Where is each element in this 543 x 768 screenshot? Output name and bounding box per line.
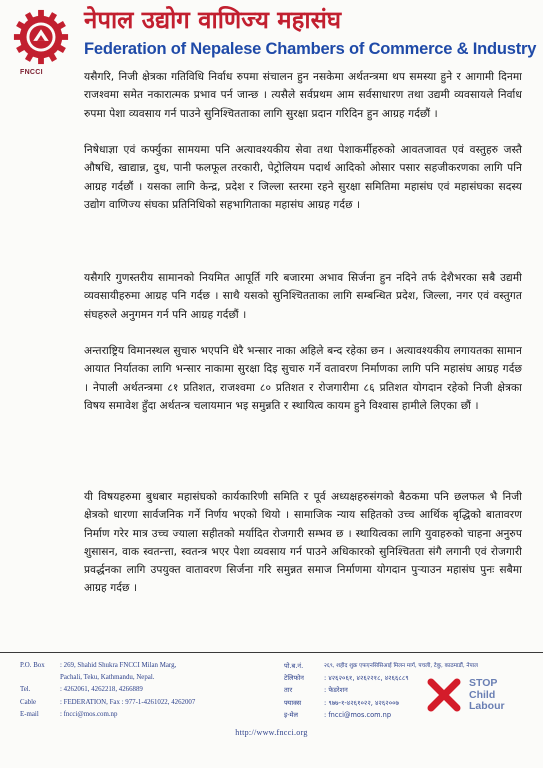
contact-label: Cable — [20, 698, 37, 706]
contact-value: Pachali, Teku, Kathmandu, Nepal. — [60, 674, 155, 682]
stop-line: Labour — [469, 700, 505, 712]
contact-label — [20, 672, 60, 684]
paragraph: यसैगरि गुणस्तरीय सामानको नियमित आपूर्ति गरि बजारमा अभाव सिर्जना हुन नदिने तर्फ देशैभरका सबै उद्यमी व्यवसायीहरुमा आग्रह पनि गर्दछ । साथै यसको सुनिश्चितताका लागि सम्बन्धित प्रदेश, जिल्ला, नगर एवं वस्तुगत संघहरुले अनुगमन गर्न पनि आग्रह गर्दछौं । — [84, 272, 522, 321]
contact-row — [20, 709, 270, 721]
paragraph: यी विषयहरुमा बुधबार महासंघको कार्यकारिणी समिति र पूर्व अध्यक्षहरुसंगको बैठकमा पनि छलफल भै निजी क्षेत्रको धारणा सार्वजनिक गर्ने निर्णय भएको थियो । सामाजिक न्याय सहितको उच्च आर्थिक बृद्धिको बातावरण निर्माण गरेर मात्र उच्च ज्याला सहीतको मर्यादित रोजगारी सम्भव छ । स्थायित्वका लागि युवाहरुको चाहना अनुरुप शुसासन, वाक स्वतन्त्ता, स्वतन्त्र भएर पेशा व्यवसाय गर्न पाउने अधिकारको सुनिश्चितता संगै लगानी एवं रोजगारी प्रवर्द्धनका लागि उपयुक्त वातावरण सिर्जना गरि समुन्नत समाज निर्माणमा योगदान पुऱ्याउन महासंघ पुनः सबैमा आग्रह गर्दछ । — [84, 491, 522, 595]
contact-value: : 4262061, 4262218, 4266889 — [60, 686, 143, 694]
contact-value: : फेडरेशन — [324, 686, 348, 695]
contact-row — [20, 684, 270, 696]
contact-value: : ४२६२०६१, ४२६२२१८, ४२६६८८९ — [324, 674, 409, 683]
contact-row — [20, 660, 270, 672]
contact-label: पो.ब.नं. — [284, 662, 304, 670]
contact-row — [284, 660, 478, 672]
contact-row — [20, 672, 270, 684]
red-x-icon — [427, 678, 461, 712]
paragraph: यसैगरि, निजी क्षेत्रका गतिविधि निर्वाध रुपमा संचालन हुन नसकेमा अर्थतन्त्रमा थप समस्या हुने र आगामी दिनमा राजश्वमा समेत नकारात्मक प्रभाव पर्न जान्छ । त्यसैले सर्वप्रथम आम सर्वसाधारण तथा उद्यमी व्यवसायले निर्वाध रुपमा पेशा व्यवसाय गर्न पाउने सुनिश्चितताका लागि सुरक्षा प्रदान गरिदिन हुन आग्रह गर्दछौं । — [84, 71, 522, 120]
contact-label: Tel. — [20, 686, 31, 694]
stop-line: STOP — [469, 677, 498, 689]
footer-divider — [0, 652, 543, 653]
paragraph: निषेधाज्ञा एवं कर्फ्युका सामयमा पनि अत्यावश्यकीय सेवा तथा पेशाकर्मीहरुको आवतजावत एवं वस्तुहरु जस्तै औषधि, खाद्यान्न, दुध, पानी फलफूल तरकारी, पेट्रोलियम पदार्थ आदिको ओसार पसार सहजीकरणका लागि पनि आग्रह गर्दछौं । यसका लागि केन्द्र, प्रदेश र जिल्ला स्तरमा रहने सुरक्षा समितिमा महासंघ एवं महासंघका सदस्य उद्योग वाणिज्य संघका प्रतिनिधिको सहभागिताका महासंघ आग्रह गर्दछ । — [84, 144, 522, 211]
logo-caption: FNCCI — [20, 69, 43, 76]
paragraph: अन्तराष्ट्रिय विमानस्थल सुचारु भएपनि धेरै भन्सार नाका अहिले बन्द रहेका छन । अत्यावश्यकीय लगायतका सामान आयात निर्यातका लागि भन्सार नाकामा सुरक्षा दिइ सुचारु गर्ने वतावरण निर्माणका लागि पनि महासंघ आग्रह गर्दछ । नेपाली अर्थतन्त्रमा ८१ प्रतिशत, राजश्वमा ८० प्रतिशत र रोजगारीमा ८६ प्रतिशत योगदान रहेको निजी क्षेत्रका विषय समावेश हुँदा अर्थतन्त्र चलायमान भइ समुन्नति र स्थायित्व कायम हुने विश्वास हामीले लिएका छौं । — [84, 345, 522, 412]
stop-line: Child — [469, 688, 496, 701]
contact-value: : FEDERATION, Fax : 977-1-4261022, 4262007 — [60, 698, 196, 706]
contact-row — [20, 697, 270, 709]
contact-label: टेलिफोन — [284, 674, 304, 683]
email-link[interactable]: : fncci@mos.com.np — [60, 710, 118, 718]
contact-label: P.O. Box — [20, 662, 45, 669]
organization-title-nepali: नेपाल उद्योग वाणिज्य महासंघ — [84, 6, 342, 34]
organization-title-english: Federation of Nepalese Chambers of Commerce & Industry — [84, 40, 537, 58]
fncci-gear-emblem-icon — [12, 8, 70, 66]
stop-child-labour-text — [469, 678, 505, 713]
contact-label: फ्याक्स — [284, 698, 302, 707]
contact-label: E-mail — [20, 710, 39, 718]
contact-value: : 269, Shahid Shukra FNCCI Milan Marg, — [60, 662, 177, 669]
letter-body — [84, 68, 522, 638]
email-link[interactable]: : fncci@mos.com.np — [324, 710, 392, 719]
contact-label: तार — [284, 686, 293, 695]
contact-value: २६९, शहीद शुक्र एफएनसिसिआई मिलन मार्ग, पचली, टेकु, काठमाडौं, नेपाल — [324, 663, 478, 669]
stop-child-labour-badge — [427, 678, 537, 714]
footer-contact-english — [20, 660, 270, 721]
contact-value: : ९७७-१-४२६१०२२, ४२६२००७ — [324, 698, 399, 707]
contact-label: इ-मेल — [284, 710, 299, 719]
website-link[interactable]: http://www.fncci.org — [235, 728, 308, 737]
